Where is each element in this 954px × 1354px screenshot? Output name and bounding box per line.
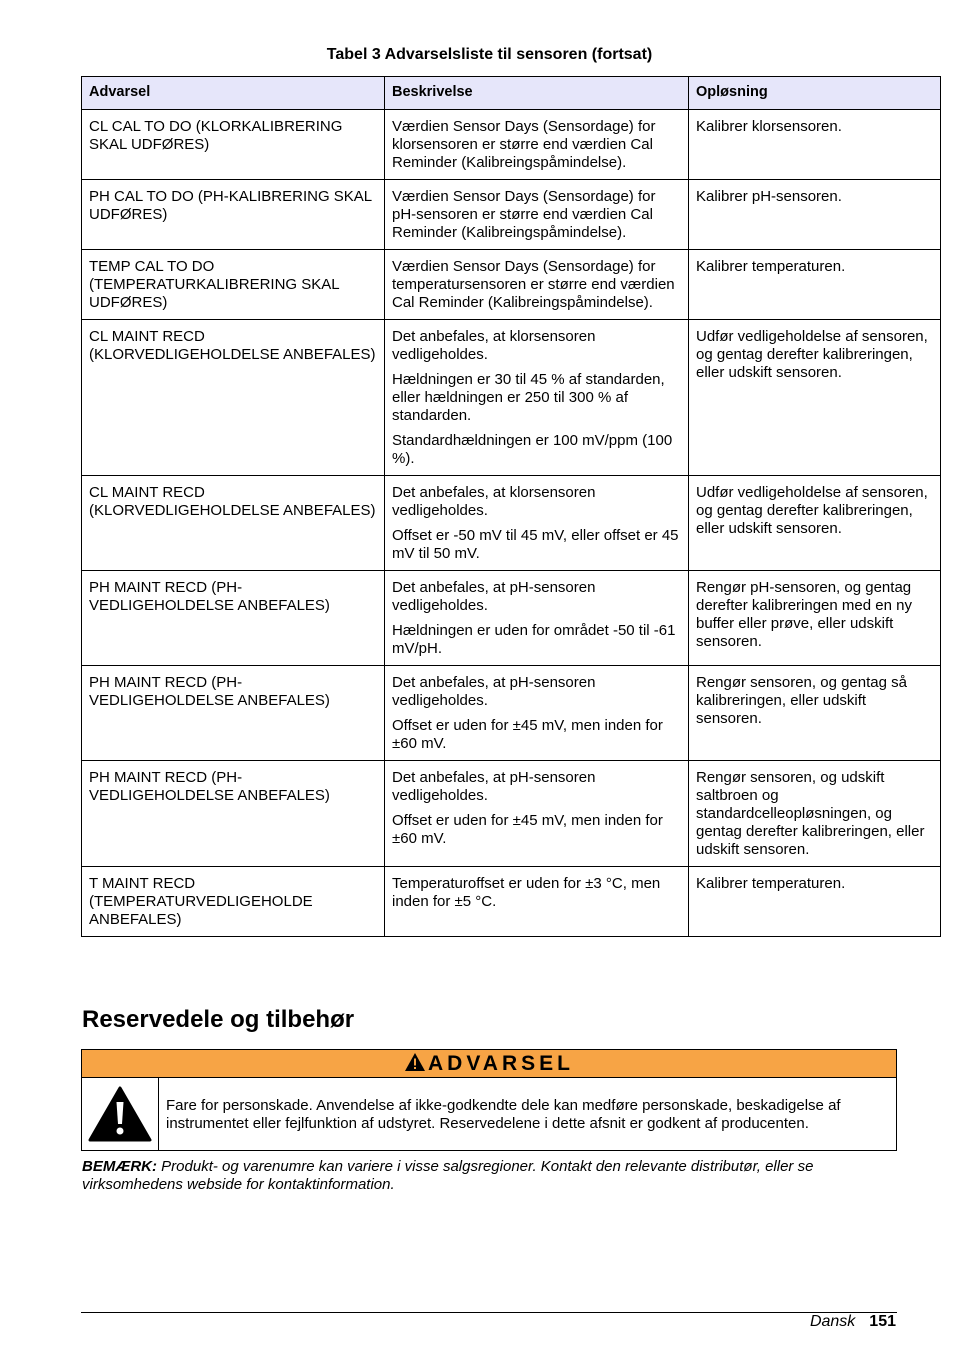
cell-beskrivelse xyxy=(385,571,689,666)
column-header-beskrivelse: Beskrivelse xyxy=(385,77,689,110)
page-footer xyxy=(810,1312,896,1332)
description-paragraph: Offset er -50 mV til 45 mV, eller offset er 45 mV til 50 mV. xyxy=(392,527,679,562)
warning-header xyxy=(82,1050,896,1078)
cell-oplosning: Kalibrer pH-sensoren. xyxy=(689,180,941,250)
warning-body xyxy=(82,1078,896,1150)
table-body xyxy=(82,110,941,937)
cell-oplosning: Kalibrer temperaturen. xyxy=(689,250,941,320)
cell-beskrivelse xyxy=(385,476,689,571)
table-row xyxy=(82,476,941,571)
description-paragraph: Det anbefales, at klorsensoren vedligeholdes. xyxy=(392,328,596,363)
cell-advarsel: T MAINT RECD (TEMPERATURVEDLIGEHOLDE ANBEFALES) xyxy=(82,867,385,937)
warning-title: ADVARSEL xyxy=(428,1052,574,1075)
description-paragraph: Hældningen er uden for området -50 til -61 mV/pH. xyxy=(392,622,676,657)
cell-oplosning: Rengør sensoren, og udskift saltbroen og standardcelleopløsningen, og gentag derefter kalibreringen, eller udskift sensoren. xyxy=(689,761,941,867)
table-header-row xyxy=(82,77,941,110)
cell-advarsel: CL MAINT RECD (KLORVEDLIGEHOLDELSE ANBEFALES) xyxy=(82,320,385,476)
cell-oplosning: Kalibrer klorsensoren. xyxy=(689,110,941,180)
column-header-advarsel: Advarsel xyxy=(82,77,385,110)
cell-advarsel: PH MAINT RECD (PH-VEDLIGEHOLDELSE ANBEFALES) xyxy=(82,571,385,666)
description-paragraph: Det anbefales, at klorsensoren vedligeholdes. xyxy=(392,484,596,519)
description-paragraph: Hældningen er 30 til 45 % af standarden, eller hældningen er 250 til 300 % af standarden. xyxy=(392,371,665,424)
table-caption: Tabel 3 Advarselsliste til sensoren (fortsat) xyxy=(326,46,653,63)
table-row xyxy=(82,180,941,250)
cell-beskrivelse xyxy=(385,320,689,476)
cell-oplosning: Udfør vedligeholdelse af sensoren, og gentag derefter kalibreringen, eller udskift sensoren. xyxy=(689,476,941,571)
cell-advarsel: PH MAINT RECD (PH-VEDLIGEHOLDELSE ANBEFALES) xyxy=(82,761,385,867)
column-header-oplosning: Opløsning xyxy=(689,77,941,110)
description-paragraph: Offset er uden for ±45 mV, men inden for ±60 mV. xyxy=(392,812,663,847)
table-row xyxy=(82,110,941,180)
footer-divider xyxy=(81,1312,897,1313)
cell-beskrivelse xyxy=(385,110,689,180)
cell-advarsel: CL CAL TO DO (KLORKALIBRERING SKAL UDFØRES) xyxy=(82,110,385,180)
note-text: Produkt- og varenumre kan variere i visse salgsregioner. Kontakt den relevante distributør, eller se virksomhedens webside for kontaktinformation. xyxy=(82,1158,814,1193)
description-paragraph: Det anbefales, at pH-sensoren vedligeholdes. xyxy=(392,674,596,709)
cell-oplosning: Rengør pH-sensoren, og gentag derefter kalibreringen med en ny buffer eller prøve, eller udskift sensoren. xyxy=(689,571,941,666)
note-label: BEMÆRK: xyxy=(82,1158,157,1175)
table-row xyxy=(82,571,941,666)
cell-beskrivelse xyxy=(385,867,689,937)
description-paragraph: Standardhældningen er 100 mV/ppm (100 %). xyxy=(392,432,673,467)
footer-language: Dansk xyxy=(809,1313,856,1330)
table-row xyxy=(82,250,941,320)
cell-advarsel: PH MAINT RECD (PH-VEDLIGEHOLDELSE ANBEFALES) xyxy=(82,666,385,761)
cell-oplosning: Rengør sensoren, og gentag så kalibreringen, eller udskift sensoren. xyxy=(689,666,941,761)
description-paragraph: Offset er uden for ±45 mV, men inden for ±60 mV. xyxy=(392,717,663,752)
warning-small-icon xyxy=(404,1052,426,1072)
description-paragraph: Temperaturoffset er uden for ±3 °C, men inden for ±5 °C. xyxy=(392,875,661,910)
section-title: Reservedele og tilbehør xyxy=(82,1006,355,1033)
cell-advarsel: TEMP CAL TO DO (TEMPERATURKALIBRERING SKAL UDFØRES) xyxy=(82,250,385,320)
table-row xyxy=(82,761,941,867)
cell-beskrivelse xyxy=(385,666,689,761)
cell-beskrivelse xyxy=(385,250,689,320)
description-paragraph: Det anbefales, at pH-sensoren vedligeholdes. xyxy=(392,579,596,614)
warning-text: Fare for personskade. Anvendelse af ikke-godkendte dele kan medføre personskade, beskadigelse af instrumentet eller fejlfunktion af udstyret. Reservedelene i dette afsnit er godkent af producenten. xyxy=(166,1097,841,1132)
note xyxy=(82,1158,894,1194)
table-row xyxy=(82,867,941,937)
warning-box xyxy=(81,1049,897,1151)
description-paragraph: Værdien Sensor Days (Sensordage) for temperatursensoren er større end værdien Cal Reminder (Kalibreingspåmindelse). xyxy=(392,258,675,311)
cell-advarsel: CL MAINT RECD (KLORVEDLIGEHOLDELSE ANBEFALES) xyxy=(82,476,385,571)
table-row xyxy=(82,666,941,761)
table-row xyxy=(82,320,941,476)
description-paragraph: Værdien Sensor Days (Sensordage) for pH-sensoren er større end værdien Cal Reminder (Kalibreingspåmindelse). xyxy=(392,188,656,241)
cell-beskrivelse xyxy=(385,761,689,867)
cell-oplosning: Kalibrer temperaturen. xyxy=(689,867,941,937)
cell-beskrivelse xyxy=(385,180,689,250)
description-paragraph: Værdien Sensor Days (Sensordage) for klorsensoren er større end værdien Cal Reminder (Kalibreingspåmindelse). xyxy=(392,118,656,171)
warnings-table xyxy=(81,76,941,937)
page-number: 151 xyxy=(869,1313,896,1330)
cell-advarsel: PH CAL TO DO (PH-KALIBRERING SKAL UDFØRES) xyxy=(82,180,385,250)
warning-triangle-icon xyxy=(82,1078,159,1150)
description-paragraph: Det anbefales, at pH-sensoren vedligeholdes. xyxy=(392,769,596,804)
cell-oplosning: Udfør vedligeholdelse af sensoren, og gentag derefter kalibreringen, eller udskift sensoren. xyxy=(689,320,941,476)
